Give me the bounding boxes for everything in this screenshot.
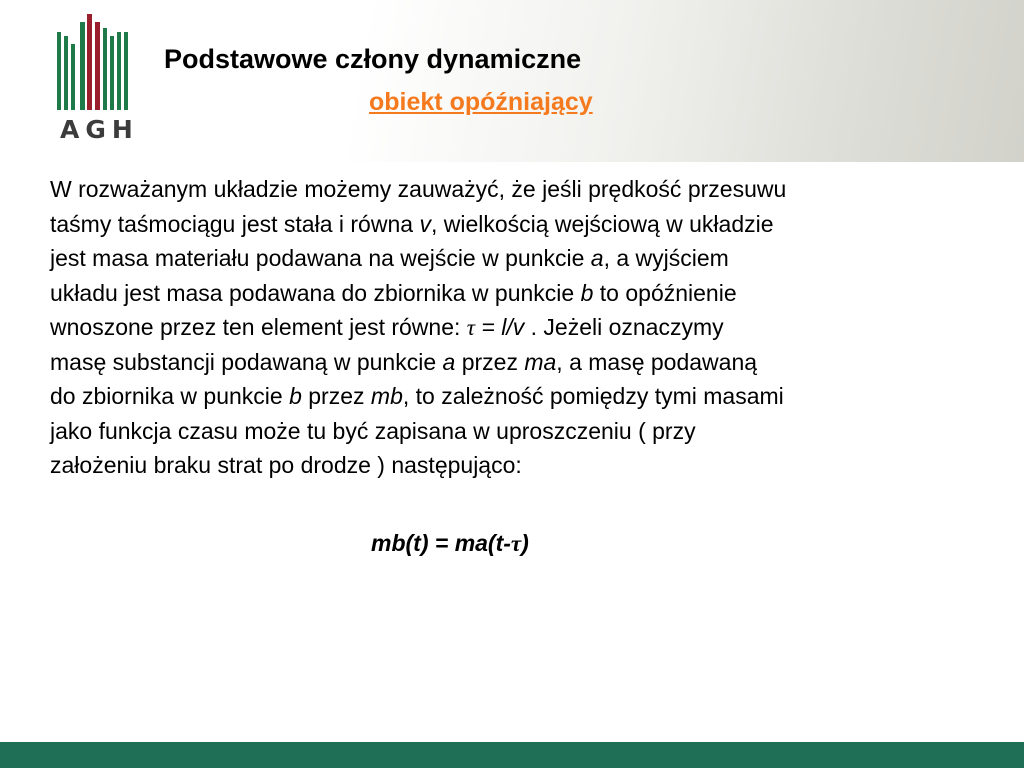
delay-equation: = l/v [475,314,525,340]
variable-ma: ma [524,348,557,375]
body-line [50,414,980,449]
body-text-segment: taśmy taśmociągu jest stała i równa [50,210,420,237]
body-text-segment: , to zależność pomiędzy tymi masami [402,383,784,409]
body-text-segment: jako funkcja czasu może tu być zapisana w uproszczeniu ( przy [50,417,696,444]
header-background [0,0,1024,162]
variable-mb: mb [370,383,403,409]
body-text-segment: , a masę podawaną [556,348,758,375]
agh-logo-mark [54,14,134,114]
tau-symbol: τ [466,315,476,340]
variable-v: v [419,210,431,237]
body-text-segment: przez [301,383,371,409]
body-text-segment: , wielkością wejściową w układzie [430,210,774,237]
slide-title: Podstawowe człony dynamiczne [164,44,582,74]
logo-text: AGH [60,115,139,144]
body-text-segment: układu jest masa podawana do zbiornika w punkcie [50,279,581,306]
body-line [50,345,980,380]
body-line [50,448,980,483]
variable-b: b [580,279,594,306]
body-line [50,276,980,311]
body-text-segment: , a wyjściem [603,245,729,271]
body-line [50,207,980,242]
body-line [50,172,980,207]
variable-a: a [442,348,456,375]
body-text-segment: wnoszone przez ten element jest równe: [50,314,467,340]
body-text-segment: do zbiornika w punkcie [50,383,290,409]
formula-part: mb(t) = ma(t- [371,530,511,556]
body-text-segment: W rozważanym układzie możemy zauważyć, że jeśli prędkość przesuwu [50,176,787,202]
body-line [50,379,980,414]
body-text-segment: przez [455,348,525,375]
formula-part: ) [521,530,529,556]
body-paragraph [50,172,980,483]
footer-bar [0,742,1024,768]
variable-a: a [590,245,604,271]
delay-formula [371,530,529,557]
body-line [50,310,980,345]
body-text-segment: . Jeżeli oznaczymy [524,314,724,340]
body-text-segment: jest masa materiału podawana na wejście w punkcie [50,245,591,271]
tau-symbol: τ [510,531,522,556]
body-text-segment: masę substancji podawaną w punkcie [50,348,443,375]
body-text-segment: to opóźnienie [593,279,737,306]
body-text-segment: założeniu braku strat po drodze ) następująco: [50,452,522,478]
variable-b: b [289,383,302,409]
slide-subtitle: obiekt opóźniający [369,88,593,116]
body-line [50,241,980,276]
